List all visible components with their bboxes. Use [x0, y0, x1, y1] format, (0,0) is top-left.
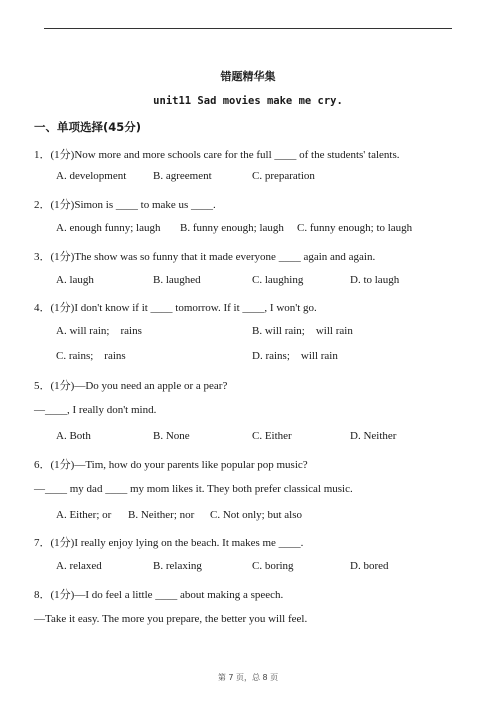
unit-title: unit11 Sad movies make me cry. — [153, 95, 343, 107]
question-7-option-d[interactable]: D. bored — [350, 560, 389, 572]
question-4-option-d[interactable]: D. rains; will rain — [252, 350, 338, 362]
header-rule — [44, 28, 452, 29]
question-7-option-a[interactable]: A. relaxed — [56, 560, 102, 572]
question-8-stem: 8．(1分)—I do feel a little ____ about making a speech. — [34, 589, 284, 601]
question-1-option-b[interactable]: B. agreement — [153, 170, 212, 182]
question-2-option-c[interactable]: C. funny enough; to laugh — [297, 222, 413, 234]
question-5-stem: 5．(1分)—Do you need an apple or a pear? — [34, 380, 228, 392]
question-1-option-c[interactable]: C. preparation — [252, 170, 315, 182]
question-7-option-c[interactable]: C. boring — [252, 560, 294, 572]
question-6-stem: 6．(1分)—Tim, how do your parents like popular pop music? — [34, 459, 308, 471]
question-3-option-a[interactable]: A. laugh — [56, 274, 94, 286]
question-4-option-b[interactable]: B. will rain; will rain — [252, 325, 353, 337]
question-5-option-a[interactable]: A. Both — [56, 430, 91, 442]
question-4-stem: 4．(1分)I don't know if it ____ tomorrow. If it ____, I won't go. — [34, 302, 317, 314]
question-3-stem: 3．(1分)The show was so funny that it made everyone ____ again and again. — [34, 251, 376, 263]
question-6-option-a[interactable]: A. Either; or — [56, 509, 112, 521]
question-7-stem: 7．(1分)I really enjoy lying on the beach. It makes me ____. — [34, 537, 304, 549]
question-2-option-a[interactable]: A. enough funny; laugh — [56, 222, 161, 234]
question-5-reply: —____, I really don't mind. — [34, 404, 157, 416]
question-5-option-b[interactable]: B. None — [153, 430, 190, 442]
question-3-option-d[interactable]: D. to laugh — [350, 274, 400, 286]
question-6-reply: —____ my dad ____ my mom likes it. They both prefer classical music. — [34, 483, 353, 495]
section-heading: 一、单项选择(45分) — [34, 120, 142, 134]
question-1-option-a[interactable]: A. development — [56, 170, 127, 182]
question-4-option-a[interactable]: A. will rain; rains — [56, 325, 142, 337]
question-2-stem: 2．(1分)Simon is ____ to make us ____. — [34, 199, 216, 211]
page-footer: 第 7 页，总 8 页 — [217, 673, 279, 682]
question-8-reply: —Take it easy. The more you prepare, the better you will feel. — [34, 613, 308, 625]
question-4-option-c[interactable]: C. rains; rains — [56, 350, 126, 362]
question-7-option-b[interactable]: B. relaxing — [153, 560, 202, 572]
question-5-option-c[interactable]: C. Either — [252, 430, 292, 442]
question-2-option-b[interactable]: B. funny enough; laugh — [180, 222, 284, 234]
document-title: 错题精华集 — [220, 70, 276, 83]
question-5-option-d[interactable]: D. Neither — [350, 430, 397, 442]
question-3-option-c[interactable]: C. laughing — [252, 274, 304, 286]
question-6-option-c[interactable]: C. Not only; but also — [210, 509, 302, 521]
question-1-stem: 1．(1分)Now more and more schools care for the full ____ of the students' talents. — [34, 149, 400, 161]
question-3-option-b[interactable]: B. laughed — [153, 274, 201, 286]
question-6-option-b[interactable]: B. Neither; nor — [128, 509, 195, 521]
